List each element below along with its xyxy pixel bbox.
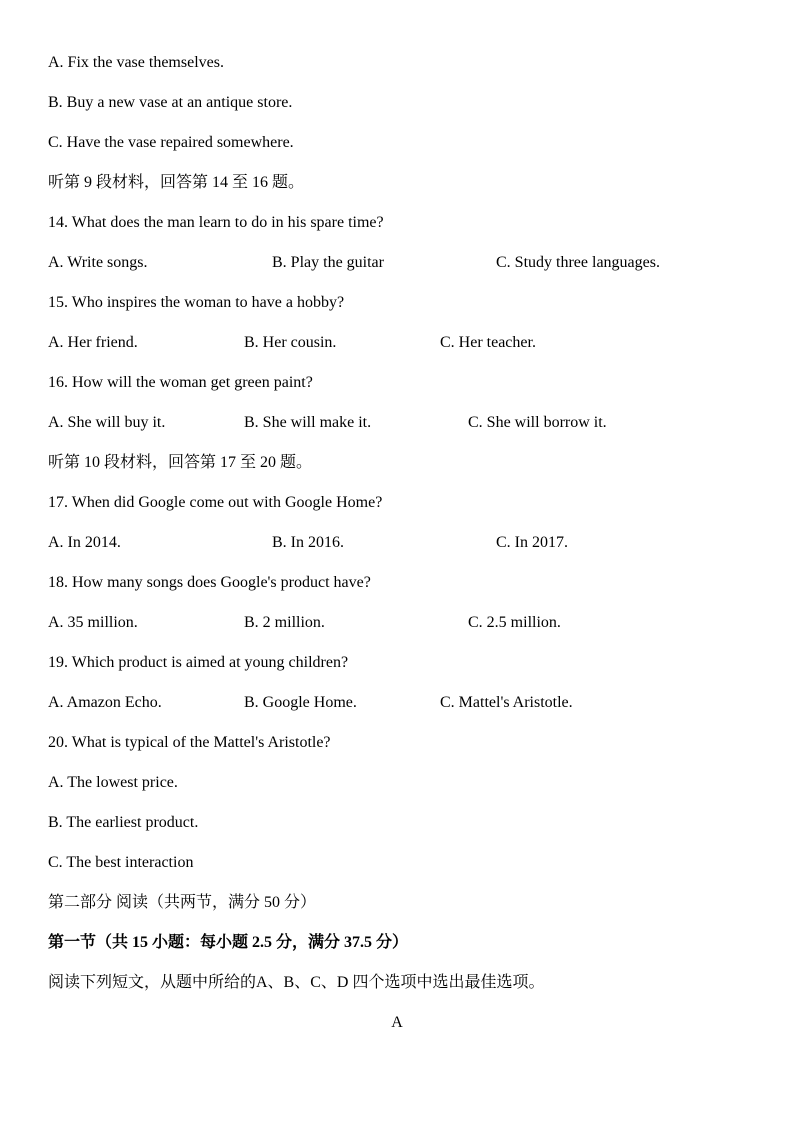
part-2-heading: 第二部分 阅读（共两节，满分 50 分） [48,894,317,911]
question-text: 14. What does the man learn to do in his spare time? [48,214,384,231]
q13-option-a: A. Fix the vase themselves. [48,54,224,71]
passage-label: A [391,1014,403,1031]
question-text: 20. What is typical of the Mattel's Aristotle? [48,734,331,751]
option-b: B. Google Home. [244,694,357,711]
question-text: 18. How many songs does Google's product have? [48,574,371,591]
q13-option-c: C. Have the vase repaired somewhere. [48,134,294,151]
option-b: B. 2 million. [244,614,325,631]
option-c: C. Mattel's Aristotle. [440,694,573,711]
option-b: B. She will make it. [244,414,372,431]
option-a: A. Her friend. [48,334,138,351]
option-a: A. The lowest price. [48,774,178,791]
option-c: C. In 2017. [496,534,568,551]
section-1-heading: 第一节（共 15 小题：每小题 2.5 分，满分 37.5 分） [48,934,409,951]
reading-instructions: 阅读下列短文，从题中所给的A、B、C、D 四个选项中选出最佳选项。 [48,974,545,991]
question-text: 16. How will the woman get green paint? [48,374,313,391]
option-b: B. Her cousin. [244,334,337,351]
option-a: A. Amazon Echo. [48,694,162,711]
section-10-instruction: 听第 10 段材料，回答第 17 至 20 题。 [48,454,313,471]
option-b: B. In 2016. [272,534,344,551]
option-a: A. In 2014. [48,534,121,551]
option-b: B. The earliest product. [48,814,199,831]
question-text: 19. Which product is aimed at young children? [48,654,349,671]
option-c: C. 2.5 million. [468,614,561,631]
option-a: A. 35 million. [48,614,138,631]
question-text: 17. When did Google come out with Google Home? [48,494,383,511]
option-c: C. Her teacher. [440,334,536,351]
option-c: C. The best interaction [48,854,194,871]
option-a: A. She will buy it. [48,414,166,431]
section-9-instruction: 听第 9 段材料，回答第 14 至 16 题。 [48,174,305,191]
option-c: C. She will borrow it. [468,414,607,431]
question-text: 15. Who inspires the woman to have a hobby? [48,294,345,311]
option-a: A. Write songs. [48,254,148,271]
option-c: C. Study three languages. [496,254,660,271]
q13-option-b: B. Buy a new vase at an antique store. [48,94,293,111]
option-b: B. Play the guitar [272,254,384,271]
